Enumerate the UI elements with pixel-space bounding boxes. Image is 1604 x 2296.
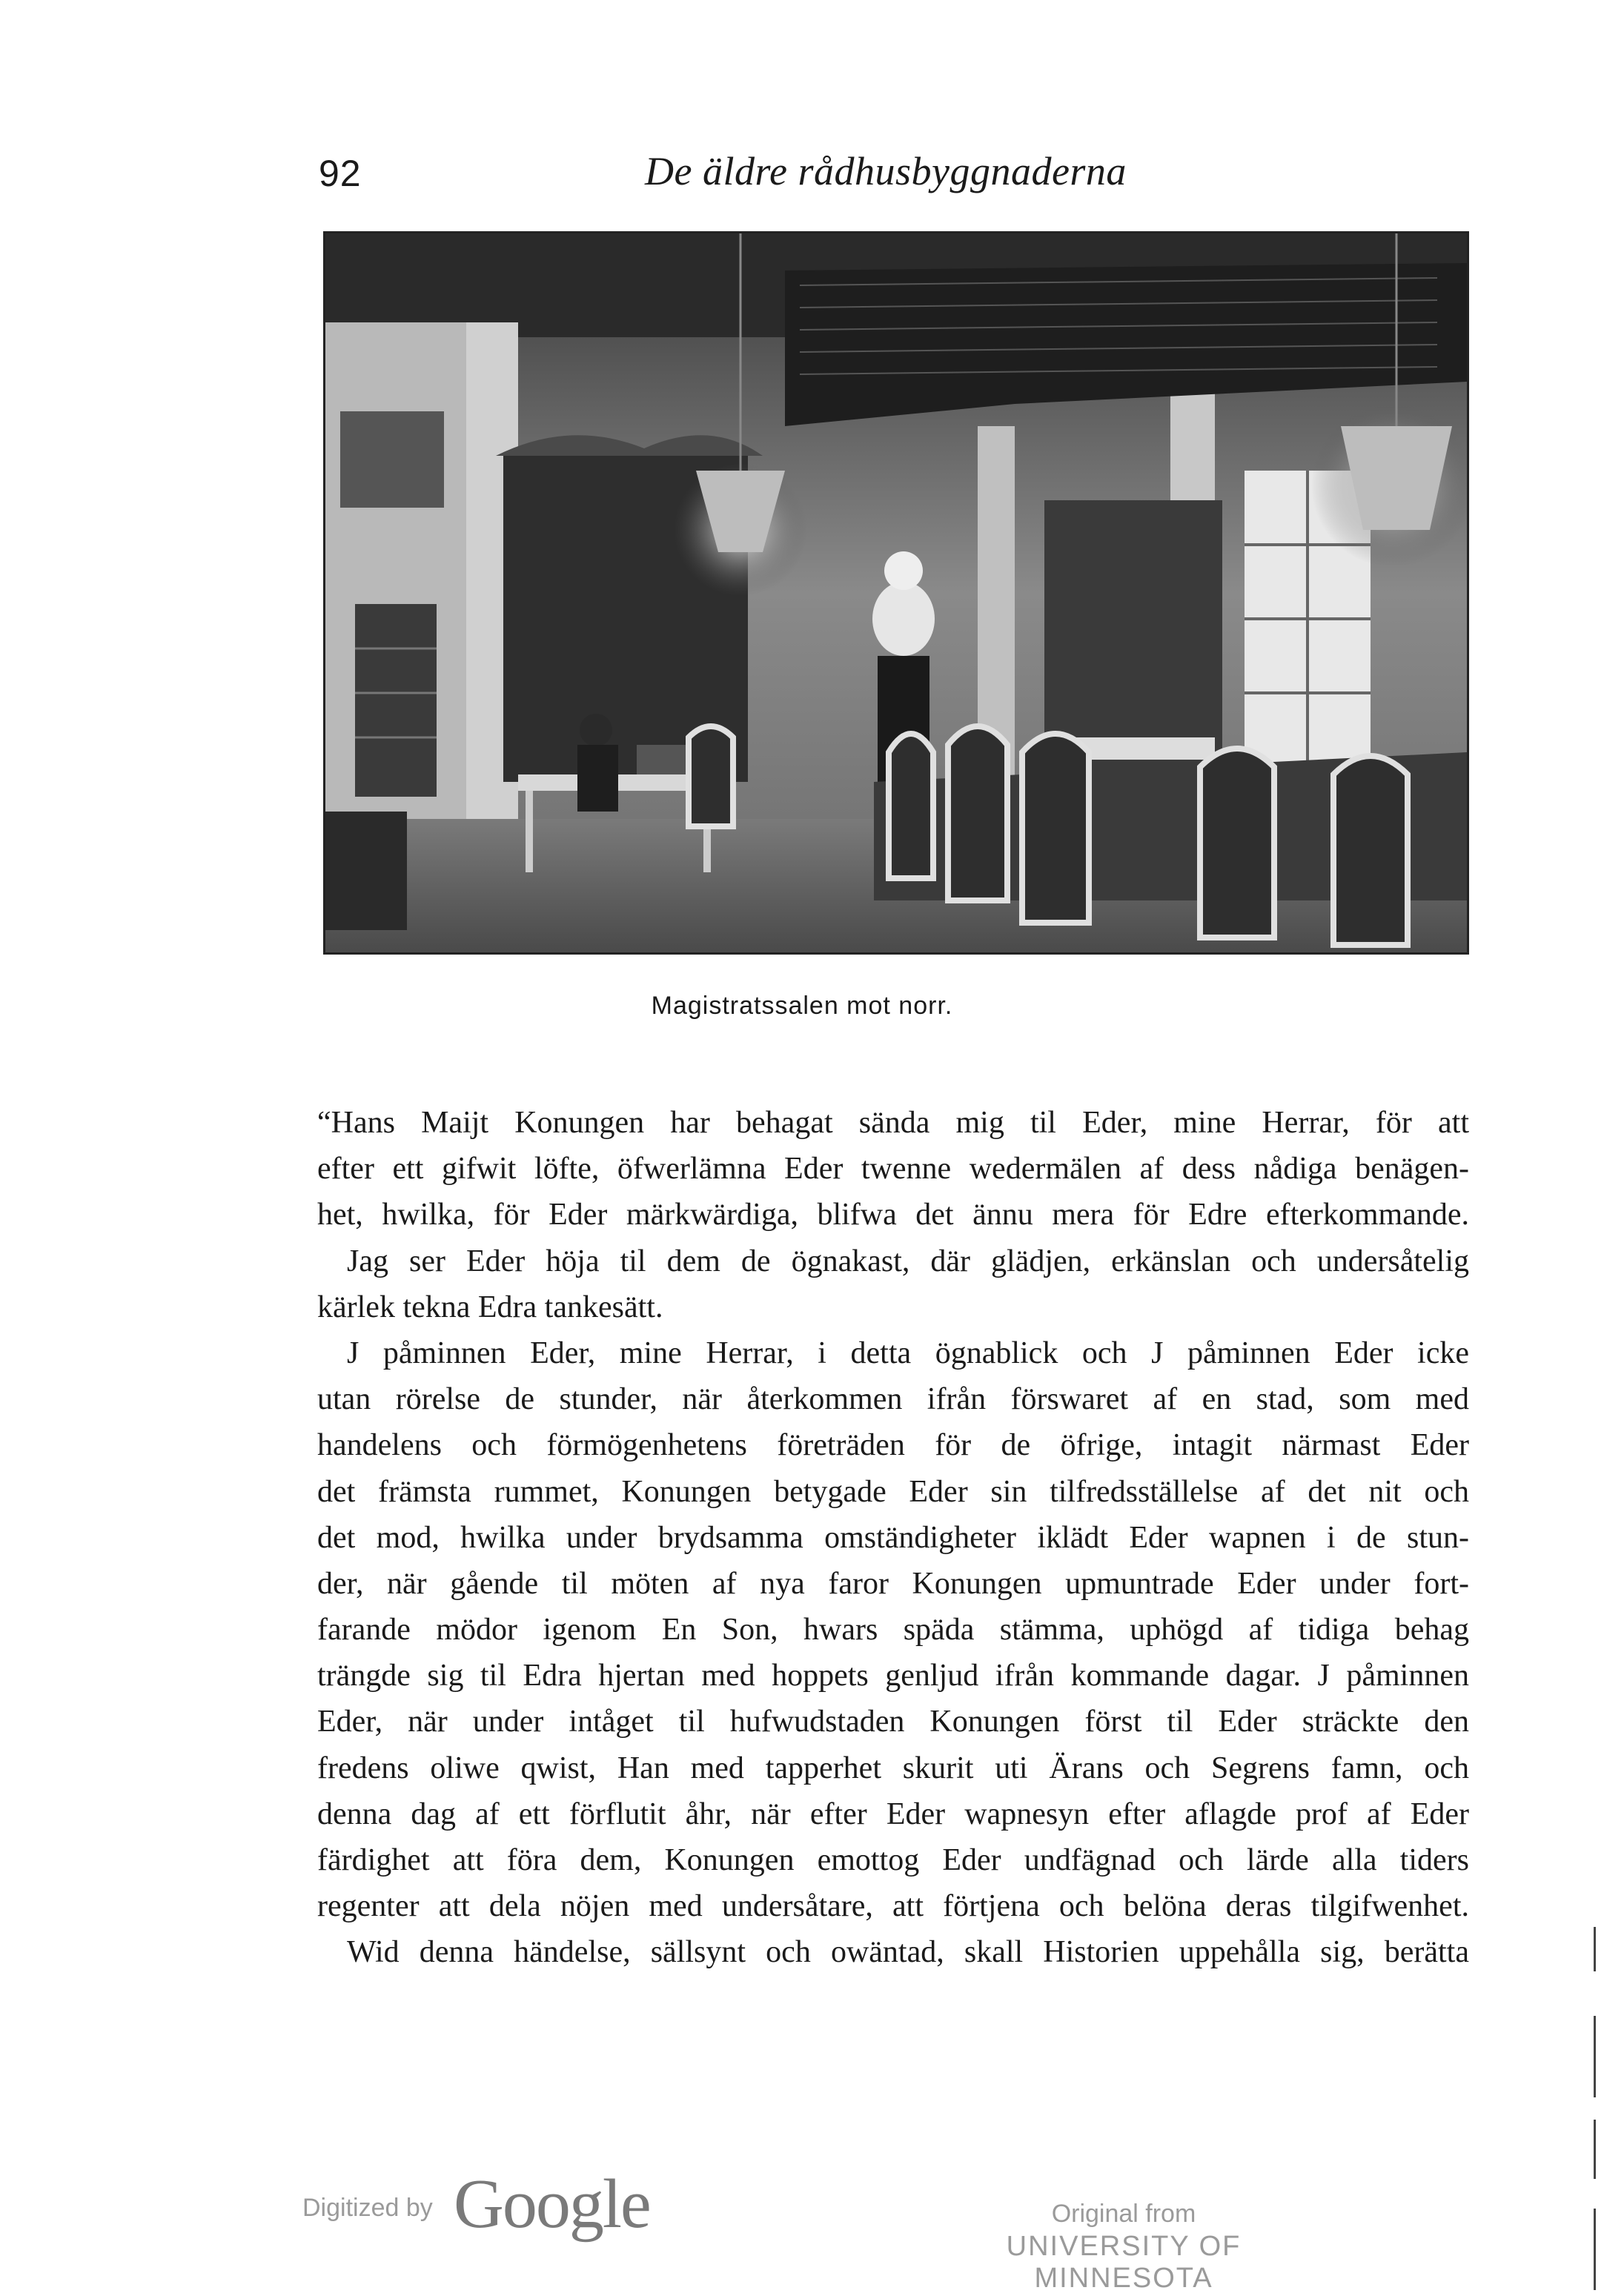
google-logo: Google <box>454 2166 650 2243</box>
text-line: kärlek tekna Edra tankesätt. <box>317 1290 663 1324</box>
scan-edge-mark <box>1594 1927 1596 1971</box>
text-line: det främsta rummet, Konungen betygade Eder sin tilfredsställelse af det nit och <box>317 1474 1469 1509</box>
text-line: J påminnen Eder, mine Herrar, i detta ögnablick och J påminnen Eder icke <box>347 1336 1469 1370</box>
text-line: Wid denna händelse, sällsynt och owäntad, skall Historien uppehålla sig, berätta <box>347 1935 1469 1970</box>
scan-edge-mark <box>1594 2209 1596 2290</box>
text-line: der, när gående til möten af nya faror Konungen upmuntrade Eder under fort- <box>317 1566 1469 1601</box>
figure-caption: Magistratssalen mot norr. <box>651 992 953 1020</box>
text-line: färdighet att föra dem, Konungen emottog Eder undfägnad och lärde alla tiders <box>317 1843 1469 1877</box>
digitized-by-label: Digitized by <box>302 2194 433 2222</box>
photograph-magistrate-hall <box>323 231 1469 955</box>
text-line: efter ett gifwit löfte, öfwerlämna Eder twenne wedermälen af dess nådiga benägen- <box>317 1152 1469 1187</box>
text-line: handelens och förmögenhetens företräden för de öfrige, intagit närmast Eder <box>317 1428 1469 1463</box>
text-line: trängde sig til Edra hjertan med hoppets genljud ifrån kommande dagar. J påminnen <box>317 1659 1469 1693</box>
photo-illustration <box>325 233 1467 952</box>
running-head: De äldre rådhusbyggnaderna <box>645 149 1127 193</box>
text-line: Eder, när under intåget til hufwudstaden Konungen först til Eder sträckte den <box>317 1705 1469 1739</box>
text-line: farande mödor igenom En Son, hwars späda stämma, uphögd af tidiga behag <box>317 1613 1469 1648</box>
text-line: “Hans Maijt Konungen har behagat sända mig til Eder, mine Herrar, för att <box>317 1106 1469 1140</box>
text-line: het, hwilka, för Eder märkwärdiga, blifwa det ännu mera för Edre efterkommande. <box>317 1198 1469 1232</box>
text-line: utan rörelse de stunder, när återkommen ifrån förswaret af en stad, som med <box>317 1382 1469 1417</box>
text-line: denna dag af ett förflutit åhr, när efter Eder wapnesyn efter aflagde prof af Eder <box>317 1796 1469 1831</box>
text-line: Jag ser Eder höja til dem de ögnakast, där glädjen, erkänslan och undersåtelig <box>347 1244 1469 1278</box>
scan-edge-mark <box>1594 2016 1596 2097</box>
university-label: UNIVERSITY OF MINNESOTA <box>1006 2231 1242 2294</box>
scan-edge-mark <box>1594 2120 1596 2179</box>
body-text <box>317 1100 1469 1976</box>
original-from-label: Original from <box>1051 2200 1196 2228</box>
page-number: 92 <box>319 153 362 194</box>
text-line: regenter att dela nöjen med undersåtare, att förtjena och belöna deras tilgifwenhet. <box>317 1889 1469 1924</box>
text-line: det mod, hwilka under brydsamma omständigheter iklädt Eder wapnen i de stun- <box>317 1520 1469 1555</box>
text-line: fredens oliwe qwist, Han med tapperhet skurit uti Ärans och Segrens famn, och <box>317 1751 1469 1785</box>
